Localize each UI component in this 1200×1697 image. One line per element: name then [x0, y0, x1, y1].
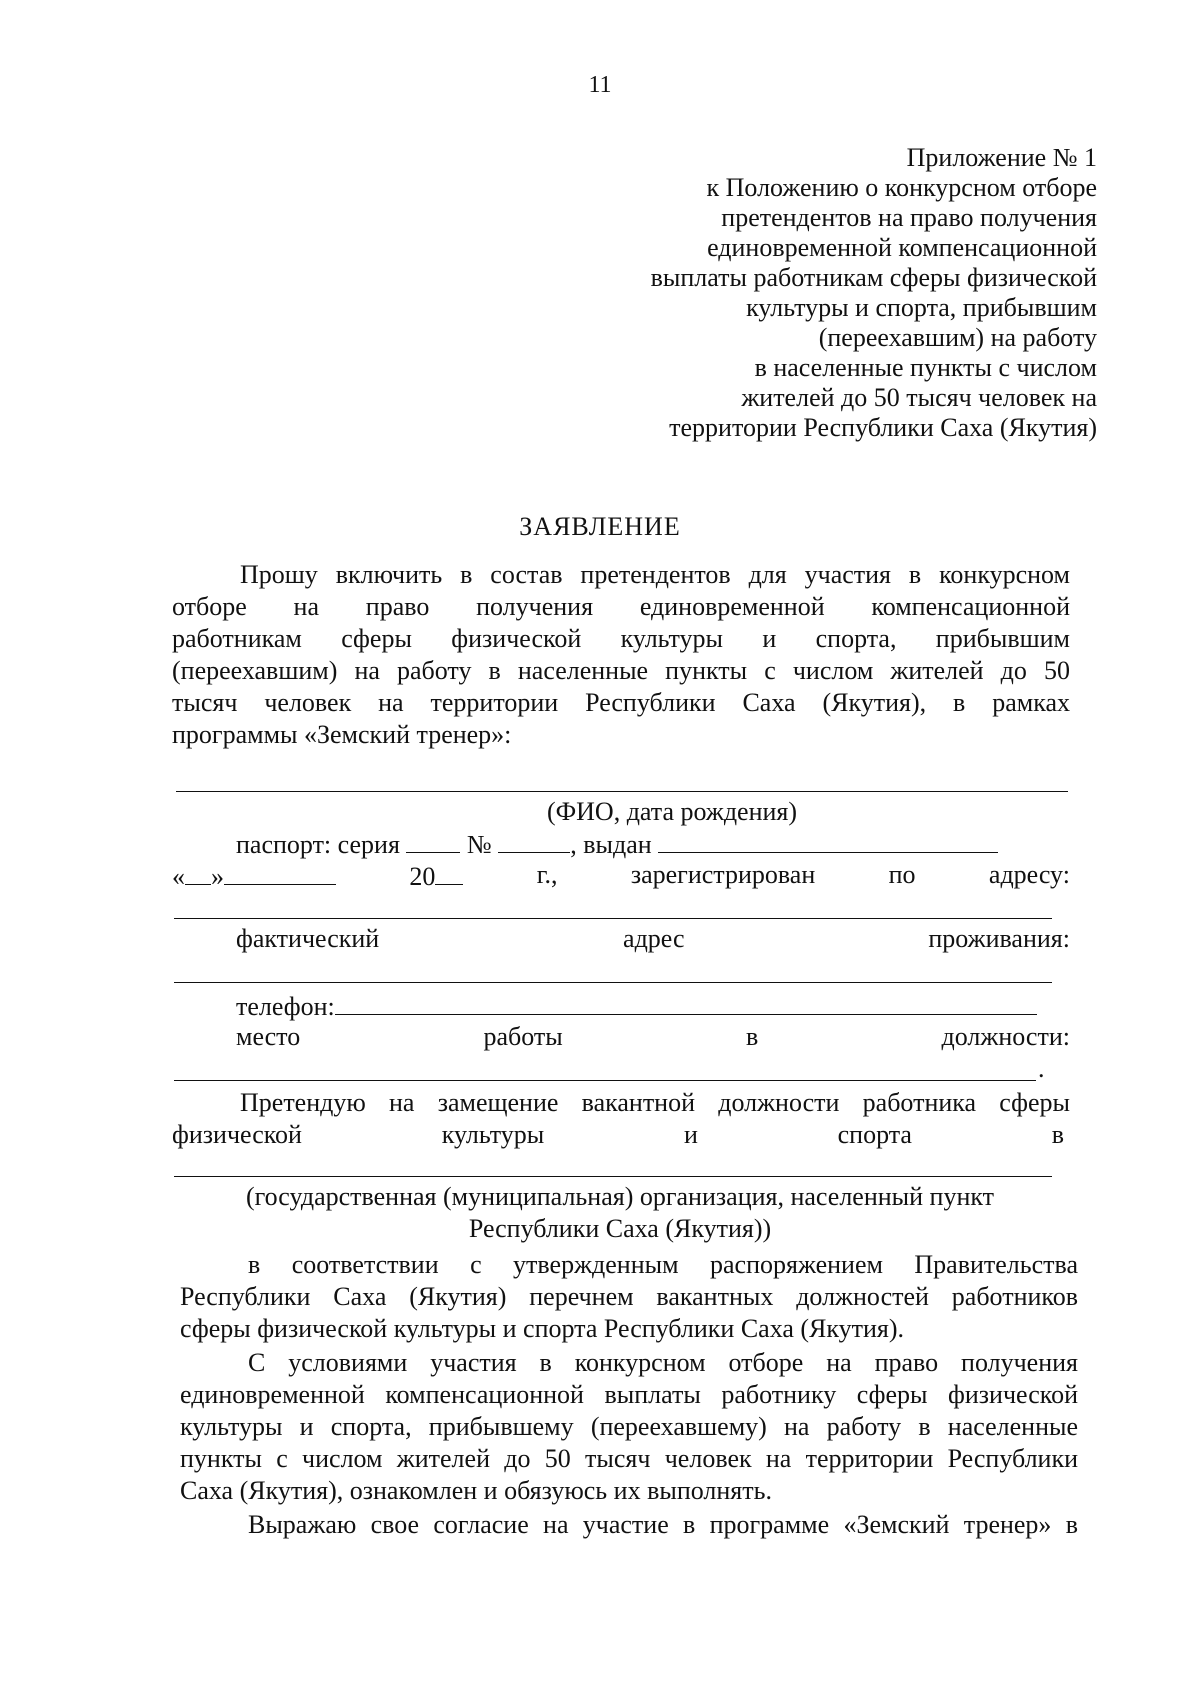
claim-word: и [683, 1120, 698, 1149]
request-line: отборе на право получения единовременной компенсационной [172, 592, 1070, 621]
year-suffix: г., [536, 860, 558, 889]
issue-year: 20 [409, 860, 463, 892]
organization-caption: (государственная (муниципальная) организация, населенный пункт Республики Саха (Якутия)) [245, 1182, 995, 1243]
appendix-header [577, 143, 1097, 443]
conformity-line: Республики Саха (Якутия) перечнем вакантных должностей работников [180, 1282, 1078, 1311]
conditions-line: единовременной компенсационной выплаты работнику сферы физической [180, 1380, 1078, 1409]
conformity-line: в соответствии с утвержденным распоряжением Правительства [248, 1250, 1078, 1279]
actual-address-field[interactable] [174, 982, 1052, 983]
passport-number-field[interactable] [498, 828, 570, 853]
issue-date-day: « » [172, 860, 336, 892]
organization-field[interactable] [174, 1176, 1052, 1177]
appendix-line: Приложение № 1 [906, 143, 1097, 172]
claim-word: спорта [837, 1120, 912, 1149]
claim-paragraph [172, 1088, 1070, 1152]
appendix-line: территории Республики Саха (Якутия) [669, 413, 1097, 442]
consent-line: Выражаю свое согласие на участие в программе «Земский тренер» в [248, 1510, 1078, 1539]
issue-year-field[interactable] [435, 860, 463, 885]
conditions-line: пункты с числом жителей до 50 тысяч человек на территории Республики [180, 1444, 1078, 1473]
actual-address-word: проживания: [928, 924, 1070, 953]
document-title: ЗАЯВЛЕНИЕ [519, 512, 681, 541]
workplace-word: место [236, 1022, 301, 1051]
claim-word: культуры [441, 1120, 545, 1149]
request-line: программы «Земский тренер»: [172, 720, 512, 749]
actual-address-word: фактический [236, 924, 380, 953]
conditions-line: культуры и спорта, прибывшему (переехавшему) на работу в населенные [180, 1412, 1078, 1441]
phone-field[interactable] [335, 990, 1037, 1015]
issue-day-field[interactable] [185, 860, 211, 885]
passport-issued-label: , выдан [570, 830, 652, 859]
passport-series-field[interactable] [406, 828, 460, 853]
workplace-word: в [746, 1022, 759, 1051]
workplace-row [236, 1022, 1070, 1054]
conditions-line: Саха (Якутия), ознакомлен и обязуюсь их выполнять. [180, 1476, 772, 1505]
passport-row [236, 828, 1070, 860]
passport-number-sign: № [466, 830, 492, 859]
claim-word: в [1051, 1120, 1064, 1149]
fio-caption: (ФИО, дата рождения) [546, 797, 798, 826]
conditions-line: С условиями участия в конкурсном отборе на право получения [248, 1348, 1078, 1377]
registered-word: по [888, 860, 916, 889]
consent-paragraph [180, 1510, 1078, 1542]
claim-word: физической [172, 1120, 302, 1149]
request-line: работникам сферы физической культуры и спорта, прибывшим [172, 624, 1070, 653]
workplace-field[interactable] [174, 1080, 1036, 1081]
appendix-line: претендентов на право получения [721, 203, 1097, 232]
appendix-line: в населенные пункты с числом [754, 353, 1097, 382]
passport-issued-by-field[interactable] [658, 828, 998, 853]
fio-field-line[interactable] [176, 791, 1068, 792]
registration-address-field[interactable] [174, 918, 1052, 919]
actual-address-word: адрес [623, 924, 685, 953]
request-line: (переехавшим) на работу в населенные пункты с числом жителей до 50 [172, 656, 1070, 685]
actual-address-row [236, 924, 1070, 956]
phone-label: телефон: [236, 992, 335, 1021]
workplace-word: должности: [941, 1022, 1070, 1051]
appendix-line: культуры и спорта, прибывшим [746, 293, 1097, 322]
claim-line: Претендую на замещение вакантной должности работника сферы [240, 1088, 1070, 1117]
issue-month-field[interactable] [224, 860, 336, 885]
workplace-word: работы [483, 1022, 563, 1051]
request-paragraph [172, 560, 1070, 752]
page-number: 11 [588, 72, 612, 98]
phone-row [236, 990, 1070, 1022]
date-registration-row [172, 860, 1070, 892]
appendix-line: жителей до 50 тысяч человек на [741, 383, 1097, 412]
request-line: Прошу включить в состав претендентов для участия в конкурсном [240, 560, 1070, 589]
appendix-line: выплаты работникам сферы физической [650, 263, 1097, 292]
conformity-paragraph [180, 1250, 1078, 1346]
request-line: тысяч человек на территории Республики Саха (Якутия), в рамках [172, 688, 1070, 717]
conformity-line: сферы физической культуры и спорта Республики Саха (Якутия). [180, 1314, 905, 1343]
appendix-line: единовременной компенсационной [707, 233, 1097, 262]
registered-word: зарегистрирован [630, 860, 816, 889]
conditions-paragraph [180, 1348, 1078, 1508]
appendix-line: (переехавшим) на работу [818, 323, 1097, 352]
workplace-end-dot: . [1038, 1054, 1045, 1083]
appendix-line: к Положению о конкурсном отборе [706, 173, 1097, 202]
registered-word: адресу: [988, 860, 1070, 889]
passport-series-label: паспорт: серия [236, 830, 400, 859]
